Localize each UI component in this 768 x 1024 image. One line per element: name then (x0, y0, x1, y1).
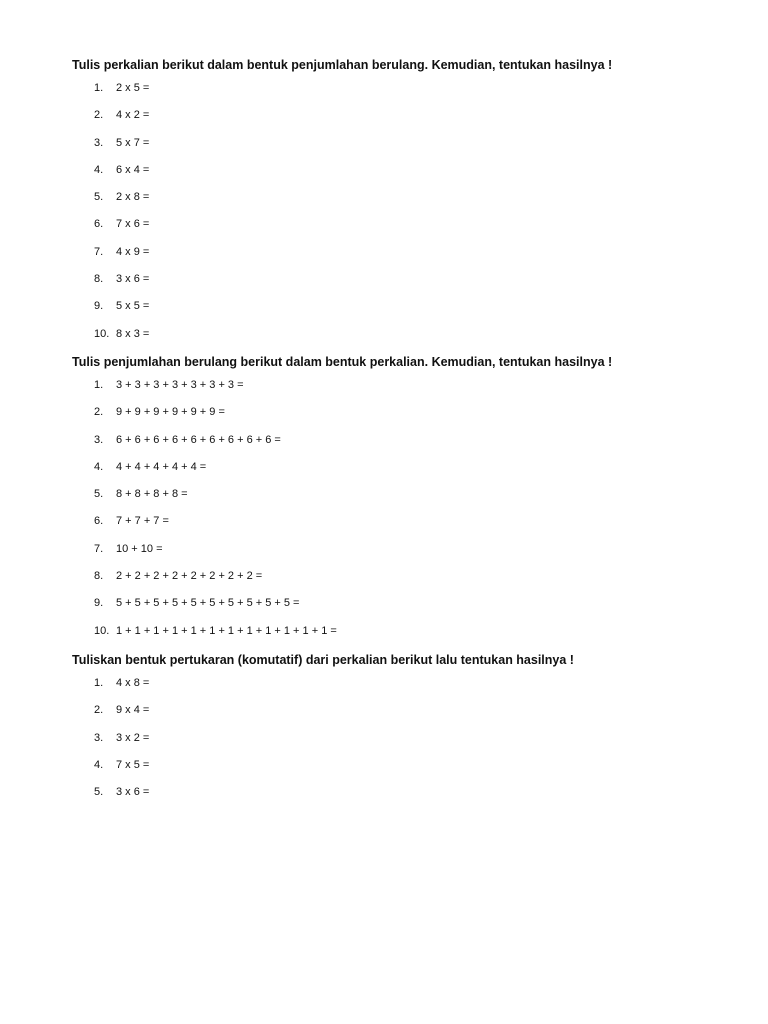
question-item (72, 214, 712, 241)
question-item (72, 621, 712, 648)
question-item (72, 78, 712, 105)
question-number: 2. (94, 704, 104, 717)
question-item (72, 511, 712, 538)
question-text: 5 + 5 + 5 + 5 + 5 + 5 + 5 + 5 + 5 + 5 = (116, 597, 300, 610)
question-text: 6 x 4 = (116, 163, 150, 176)
section-multiplication-form (72, 352, 712, 648)
question-number: 4. (94, 460, 104, 473)
question-item (72, 484, 712, 511)
question-item (72, 457, 712, 484)
question-list (72, 673, 712, 809)
question-number: 3. (94, 136, 104, 149)
section-title: Tulis perkalian berikut dalam bentuk penjumlahan berulang. Kemudian, tentukan hasilnya ! (72, 58, 613, 72)
question-text: 4 x 8 = (116, 677, 150, 689)
question-text: 4 x 9 = (116, 245, 150, 258)
question-text: 3 x 6 = (116, 786, 150, 799)
question-number: 1. (94, 82, 104, 94)
question-list (72, 375, 712, 648)
question-number: 7. (94, 542, 104, 555)
question-item (72, 728, 712, 755)
section-repeated-addition (72, 55, 712, 351)
question-text: 2 + 2 + 2 + 2 + 2 + 2 + 2 + 2 = (116, 570, 263, 583)
question-text: 2 x 8 = (116, 191, 150, 204)
question-number: 10. (94, 624, 110, 637)
question-text: 5 x 7 = (116, 136, 150, 149)
question-text: 7 + 7 + 7 = (116, 515, 169, 528)
question-item (72, 673, 712, 700)
question-number: 9. (94, 300, 104, 313)
question-number: 2. (94, 406, 104, 419)
question-number: 8. (94, 273, 104, 286)
question-text: 2 x 5 = (116, 82, 150, 94)
question-text: 3 x 6 = (116, 273, 150, 286)
question-text: 7 x 6 = (116, 218, 150, 231)
question-number: 7. (94, 245, 104, 258)
question-list (72, 78, 712, 351)
section-title: Tulis penjumlahan berulang berikut dalam bentuk perkalian. Kemudian, tentukan hasilnya ! (72, 355, 613, 369)
question-text: 4 + 4 + 4 + 4 + 4 = (116, 460, 207, 473)
question-item (72, 539, 712, 566)
question-item (72, 133, 712, 160)
question-item (72, 269, 712, 296)
question-text: 4 x 2 = (116, 109, 150, 122)
question-number: 10. (94, 327, 110, 340)
question-item (72, 160, 712, 187)
question-item (72, 700, 712, 727)
question-number: 4. (94, 163, 104, 176)
question-item (72, 566, 712, 593)
question-number: 4. (94, 758, 104, 771)
question-item (72, 375, 712, 402)
question-item (72, 430, 712, 457)
section-commutative (72, 650, 712, 809)
question-text: 9 + 9 + 9 + 9 + 9 + 9 = (116, 406, 225, 419)
question-text: 7 x 5 = (116, 758, 150, 771)
question-item (72, 755, 712, 782)
question-number: 2. (94, 109, 104, 122)
question-item (72, 782, 712, 809)
question-item (72, 593, 712, 620)
question-item (72, 242, 712, 269)
question-number: 3. (94, 731, 104, 744)
section-title: Tuliskan bentuk pertukaran (komutatif) dari perkalian berikut lalu tentukan hasilnya ! (72, 653, 574, 667)
question-text: 10 + 10 = (116, 542, 163, 555)
question-text: 8 + 8 + 8 + 8 = (116, 488, 188, 501)
question-number: 9. (94, 597, 104, 610)
question-text: 3 x 2 = (116, 731, 150, 744)
question-text: 8 x 3 = (116, 327, 150, 340)
question-number: 3. (94, 433, 104, 446)
question-item (72, 296, 712, 323)
question-number: 5. (94, 786, 104, 799)
question-number: 8. (94, 570, 104, 583)
question-number: 5. (94, 191, 104, 204)
question-item (72, 402, 712, 429)
question-text: 6 + 6 + 6 + 6 + 6 + 6 + 6 + 6 + 6 = (116, 433, 281, 446)
question-number: 1. (94, 677, 104, 689)
question-text: 9 x 4 = (116, 704, 150, 717)
question-number: 6. (94, 515, 104, 528)
question-item (72, 187, 712, 214)
question-number: 1. (94, 379, 104, 391)
question-text: 3 + 3 + 3 + 3 + 3 + 3 + 3 = (116, 379, 244, 391)
question-text: 5 x 5 = (116, 300, 150, 313)
question-number: 5. (94, 488, 104, 501)
question-item (72, 324, 712, 351)
question-text: 1 + 1 + 1 + 1 + 1 + 1 + 1 + 1 + 1 + 1 + 1 + 1 = (116, 624, 337, 637)
question-number: 6. (94, 218, 104, 231)
question-item (72, 105, 712, 132)
